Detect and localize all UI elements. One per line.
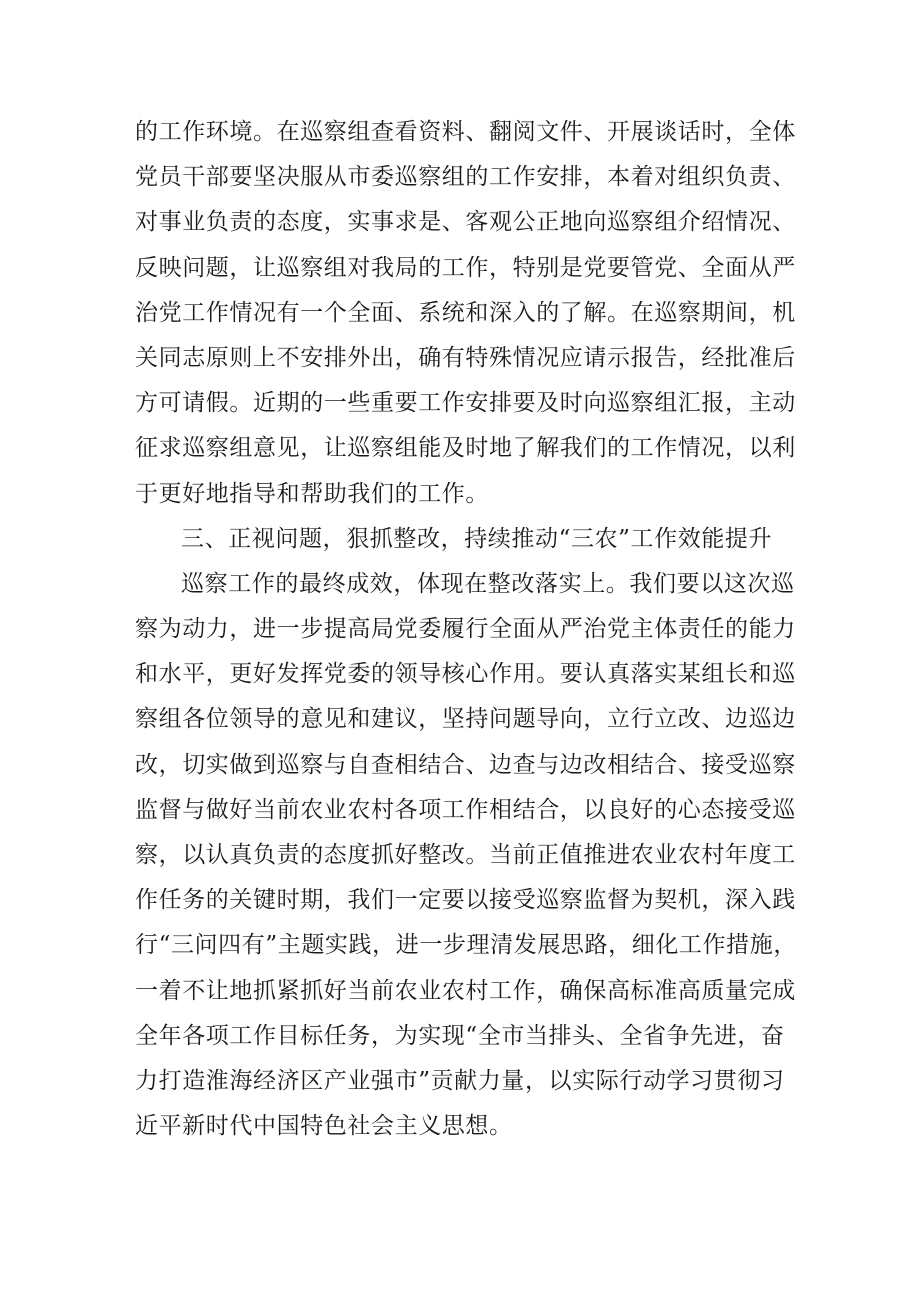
text-line: 全年各项工作目标任务，为实现“全市当排头、全省争先进，奋 — [135, 1022, 785, 1049]
text-line: 近平新时代中国特色社会主义思想。 — [135, 1113, 513, 1140]
text-line: 一着不让地抓紧抓好当前农业农村工作，确保高标准高质量完成 — [135, 977, 796, 1004]
paragraph-rectification — [135, 562, 795, 1149]
text-line: 作任务的关键时期，我们一定要以接受巡察监督为契机，深入践 — [135, 887, 796, 914]
text-line: 察组各位领导的意见和建议，坚持问题导向，立行立改、边巡边 — [135, 706, 796, 733]
text-line: 反映问题，让巡察组对我局的工作，特别是党要管党、全面从严 — [135, 254, 796, 281]
text-line: 巡察工作的最终成效，体现在整改落实上。我们要以这次巡 — [181, 570, 795, 597]
text-line: 对事业负责的态度，实事求是、客观公正地向巡察组介绍情况、 — [135, 209, 796, 236]
text-line: 征求巡察组意见，让巡察组能及时地了解我们的工作情况，以利 — [135, 435, 796, 462]
text-line: 力打造淮海经济区产业强市”贡献力量，以实际行动学习贯彻习 — [135, 1067, 785, 1094]
text-line: 察，以认真负责的态度抓好整改。当前正值推进农业农村年度工 — [135, 842, 796, 868]
section-heading: 三、正视问题，狠抓整改，持续推动“三农”工作效能提升 — [181, 525, 773, 552]
paragraph-continuation — [135, 110, 795, 517]
text-line: 监督与做好当前农业农村各项工作相结合，以良好的心态接受巡 — [135, 796, 796, 823]
text-line: 行“三问四有”主题实践，进一步理清发展思路，细化工作措施， — [135, 932, 797, 959]
text-line: 党员干部要坚决服从市委巡察组的工作安排，本着对组织负责、 — [135, 164, 796, 191]
document-body — [135, 110, 795, 1149]
text-line: 改，切实做到巡察与自查相结合、边查与边改相结合、接受巡察 — [135, 751, 796, 778]
text-line: 于更好地指导和帮助我们的工作。 — [135, 480, 489, 507]
text-line: 的工作环境。在巡察组查看资料、翻阅文件、开展谈话时，全体 — [135, 119, 796, 145]
text-line: 察为动力，进一步提高局党委履行全面从严治党主体责任的能力 — [135, 616, 796, 643]
text-line: 关同志原则上不安排外出，确有特殊情况应请示报告，经批准后 — [135, 344, 796, 371]
text-line: 方可请假。近期的一些重要工作安排要及时向巡察组汇报，主动 — [135, 390, 796, 417]
text-line: 和水平，更好发挥党委的领导核心作用。要认真落实某组长和巡 — [135, 661, 796, 688]
text-line: 治党工作情况有一个全面、系统和深入的了解。在巡察期间，机 — [135, 299, 796, 326]
